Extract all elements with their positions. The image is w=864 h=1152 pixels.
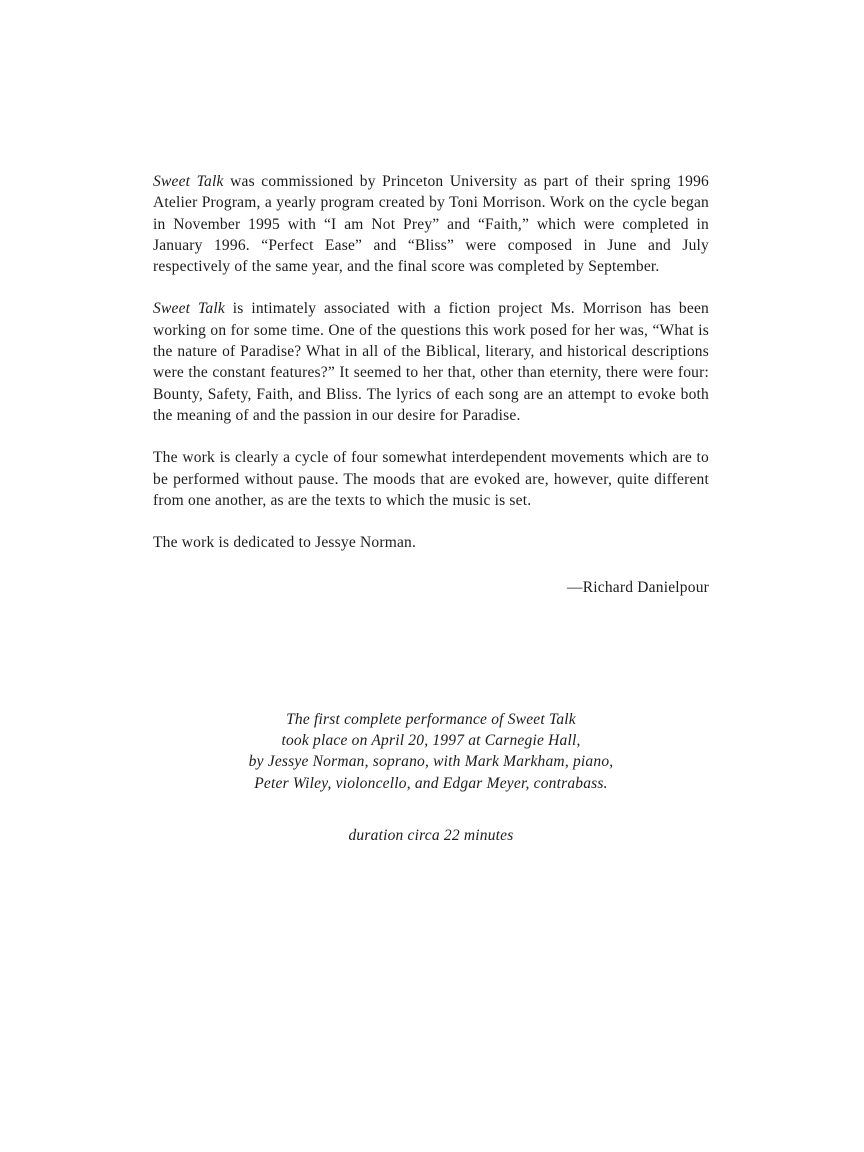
paragraph-text: was commissioned by Princeton University as part of their spring 1996 Atelier Program, a yearly program created by Toni Morrison. Work on the cycle began in November 1995 with “I am Not Prey” and “Faith,” which were completed in January 1996. “Perfect Ease” and “Bliss” were composed in June and July respectively of the same year, and the final score was completed by September. bbox=[153, 173, 709, 276]
author-signature: —Richard Danielpour bbox=[567, 579, 709, 597]
work-title-italic: Sweet Talk bbox=[153, 300, 225, 318]
performance-note-line: The first complete performance of Sweet Talk bbox=[286, 710, 576, 728]
performance-note-line: took place on April 20, 1997 at Carnegie Hall, bbox=[281, 732, 581, 750]
duration-note: duration circa 22 minutes bbox=[348, 826, 514, 844]
paragraph-text: The work is dedicated to Jessye Norman. bbox=[153, 534, 417, 552]
paragraph-dedication bbox=[153, 532, 709, 553]
program-note-content bbox=[153, 171, 709, 846]
performance-note-line: by Jessye Norman, soprano, with Mark Markham, piano, bbox=[248, 753, 614, 771]
paragraph-cycle-description bbox=[153, 447, 709, 511]
paragraph-commission bbox=[153, 171, 709, 277]
performance-note bbox=[153, 709, 709, 794]
paragraph-morrison-project bbox=[153, 298, 709, 426]
paragraph-text: The work is clearly a cycle of four somewhat interdependent movements which are to be performed without pause. The moods that are evoked are, however, quite different from one another, as are the texts to which the music is set. bbox=[153, 449, 709, 509]
paragraph-text: is intimately associated with a fiction project Ms. Morrison has been working on for some time. One of the questions this work posed for her was, “What is the nature of Paradise? What in all of the Biblical, literary, and historical descriptions were the constant features?” It seemed to her that, other than eternity, there were four: Bounty, Safety, Faith, and Bliss. The lyrics of each song are an attempt to evoke both the meaning of and the passion in our desire for Paradise. bbox=[153, 300, 709, 424]
performance-note-line: Peter Wiley, violoncello, and Edgar Meyer, contrabass. bbox=[254, 774, 608, 792]
work-title-italic: Sweet Talk bbox=[153, 173, 224, 190]
